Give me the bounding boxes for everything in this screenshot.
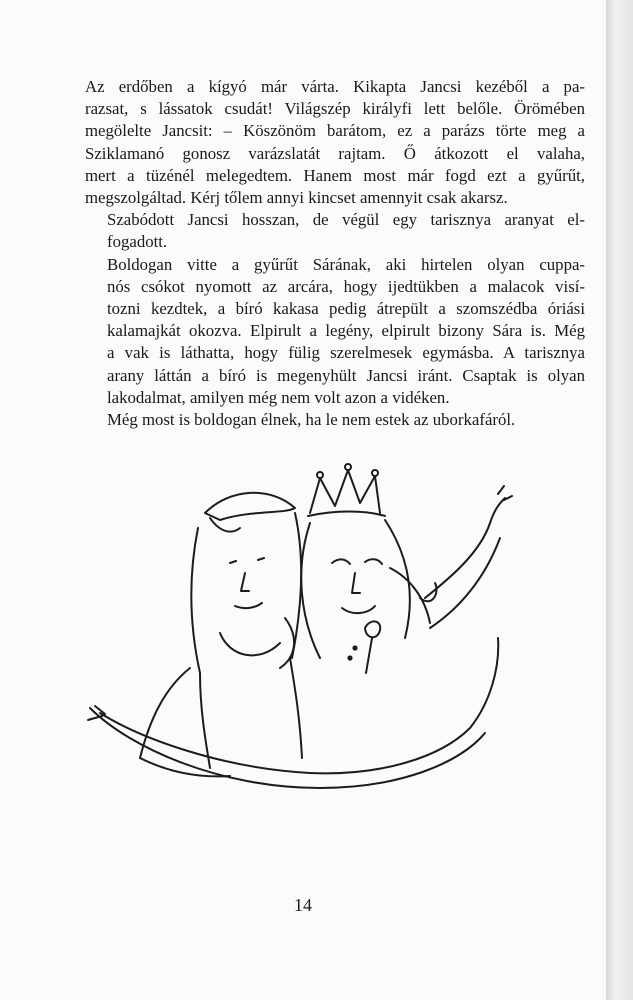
- text-line: kalamajkát okozva. Elpirult a legény, elpirult bizony Sára is. Még: [107, 321, 585, 341]
- text-line: Boldogan vitte a gyűrűt Sárának, aki hirtelen olyan cuppa-: [107, 254, 585, 274]
- text-line: fogadott.: [107, 232, 168, 252]
- text-line: arany láttán a bíró is megenyhült Jancsi iránt. Csaptak is olyan: [107, 365, 585, 385]
- paragraph-1: [85, 76, 585, 209]
- text-line: nós csókot nyomott az arcára, hogy ijedtükben a malacok visí-: [107, 276, 585, 296]
- text-line: Szabódott Jancsi hosszan, de végül egy tarisznya aranyat el-: [107, 210, 585, 230]
- text-line: Még most is boldogan élnek, ha le nem estek az uborkafáról.: [107, 410, 516, 430]
- paragraph-2: [85, 209, 585, 253]
- text-line: tozni kezdtek, a bíró kakasa pedig átrepült a szomszédba óriási: [107, 299, 585, 319]
- couple-with-crown-sketch-icon: [80, 458, 520, 803]
- text-line: megölelte Jancsit: – Köszönöm barátom, ez a parázs törte meg a: [85, 121, 585, 141]
- text-line: mert a tüzénél melegedtem. Hanem most már fogd ezt a gyűrűt,: [85, 165, 585, 185]
- text-line: Az erdőben a kígyó már várta. Kikapta Jancsi kezéből a pa-: [85, 77, 585, 96]
- paragraph-3: [85, 254, 585, 409]
- paragraph-4: [85, 409, 585, 431]
- text-line: megszolgáltad. Kérj tőlem annyi kincset amennyit csak akarsz.: [85, 188, 508, 208]
- page-number: 14: [294, 895, 312, 915]
- text-line: lakodalmat, amilyen még nem volt azon a vidéken.: [107, 387, 450, 407]
- text-line: a vak is láthatta, hogy fülig szerelmesek egymásba. A tarisznya: [107, 343, 585, 363]
- text-line: Sziklamanó gonosz varázslatát rajtam. Ő átkozott el valaha,: [85, 143, 585, 163]
- story-text: [85, 76, 585, 431]
- text-line: razsat, s lássatok csudát! Világszép királyfi lett belőle. Örömében: [85, 99, 585, 119]
- page-edge: [606, 0, 633, 1000]
